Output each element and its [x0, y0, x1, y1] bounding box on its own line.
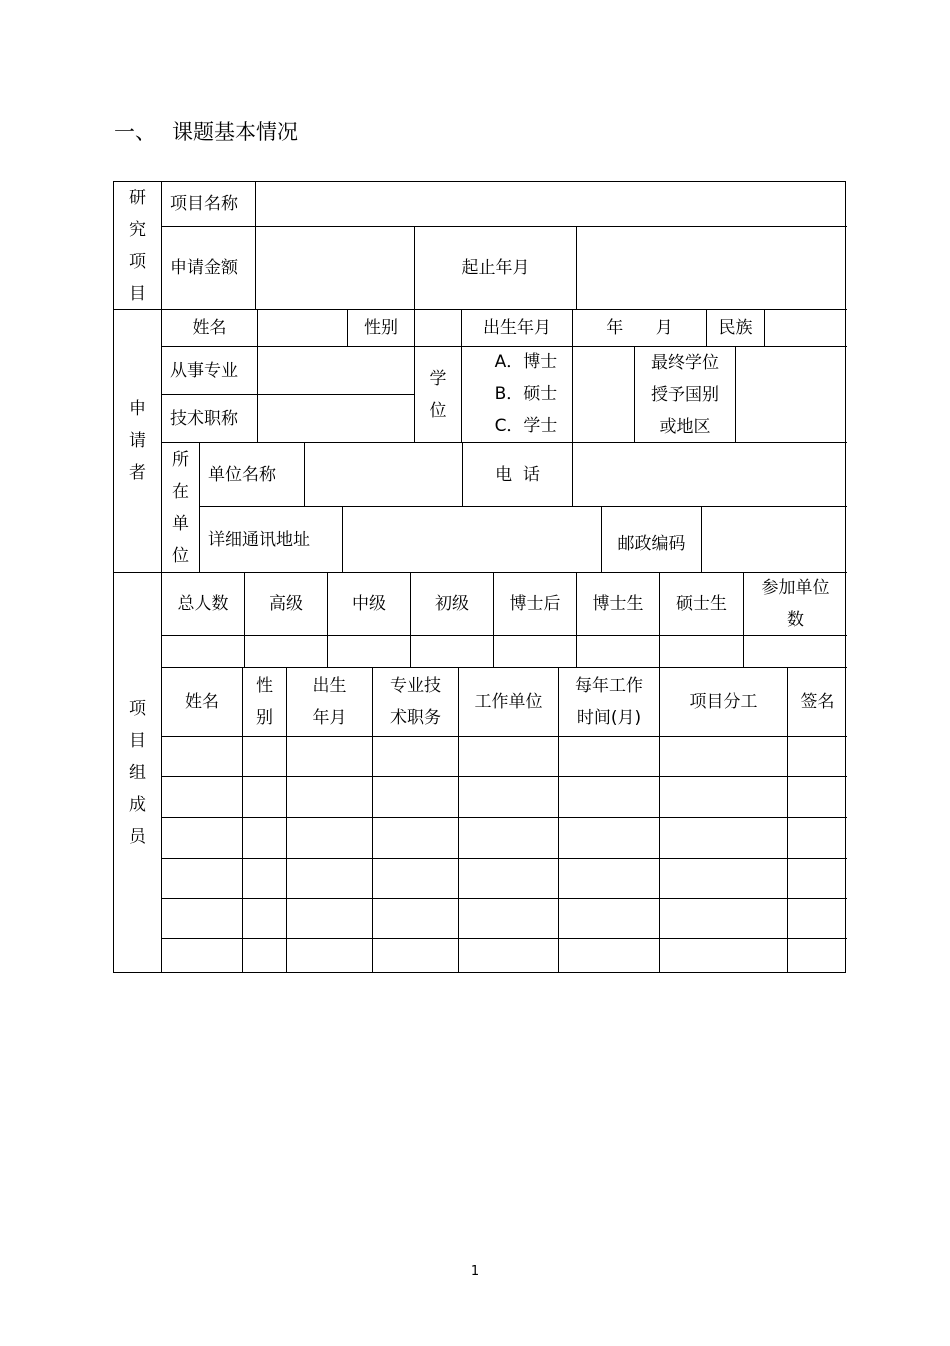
member-row-cell[interactable]	[559, 859, 660, 899]
text-line: 最终学位	[651, 352, 719, 373]
amount-label: 申请金额	[162, 227, 256, 310]
member-row-cell[interactable]	[788, 777, 847, 818]
member-row-cell[interactable]	[559, 899, 660, 939]
member-sign-header: 签名	[788, 668, 847, 737]
member-row-cell[interactable]	[373, 737, 459, 777]
text-line: 或地区	[659, 416, 711, 437]
member-row-cell[interactable]	[459, 859, 559, 899]
text-line: 位	[429, 400, 447, 421]
text-line: 位	[172, 545, 189, 566]
summary-value-field[interactable]	[577, 636, 660, 668]
postcode-field[interactable]	[702, 507, 847, 573]
address-field[interactable]	[343, 507, 602, 573]
tech-title-field[interactable]	[258, 395, 415, 443]
text-line: 目	[129, 731, 146, 751]
member-row-cell[interactable]	[243, 899, 287, 939]
member-row-cell[interactable]	[660, 899, 788, 939]
member-row-cell[interactable]	[373, 899, 459, 939]
project-name-label: 项目名称	[162, 182, 256, 227]
page-heading	[114, 116, 298, 146]
member-row-cell[interactable]	[660, 777, 788, 818]
applicant-section-label	[114, 310, 162, 573]
text-line: 数	[787, 610, 804, 630]
summary-value-field[interactable]	[245, 636, 328, 668]
member-row-cell[interactable]	[287, 777, 373, 818]
text-line: 研	[129, 187, 146, 208]
text-line: 者	[129, 463, 146, 483]
member-task-header: 项目分工	[660, 668, 788, 737]
text-line: 成	[129, 795, 146, 815]
summary-value-field[interactable]	[411, 636, 494, 668]
member-work-unit-header: 工作单位	[459, 668, 559, 737]
basic-info-form	[113, 181, 846, 973]
applicant-name-field[interactable]	[258, 310, 348, 347]
birth-field[interactable]: 年 月	[573, 310, 707, 347]
phone-label: 电 话	[463, 443, 573, 507]
member-row-cell[interactable]	[373, 777, 459, 818]
member-row-cell[interactable]	[559, 737, 660, 777]
text-line: 组	[129, 763, 146, 783]
summary-header: 硕士生	[660, 573, 744, 636]
page-number: 1	[470, 1264, 480, 1279]
text-line: 别	[256, 708, 273, 728]
member-title-header	[373, 668, 459, 737]
summary-value-field[interactable]	[744, 636, 847, 668]
member-row-cell[interactable]	[788, 737, 847, 777]
gender-label: 性别	[348, 310, 415, 347]
member-row-cell[interactable]	[287, 939, 373, 973]
summary-header: 中级	[328, 573, 411, 636]
unit-name-field[interactable]	[305, 443, 463, 507]
text-line: 出生	[312, 676, 347, 696]
summary-header: 初级	[411, 573, 494, 636]
member-row-cell[interactable]	[243, 737, 287, 777]
text-line: 所	[172, 449, 189, 470]
text-line: 项	[129, 699, 146, 719]
member-name-header: 姓名	[162, 668, 243, 737]
members-section-label	[114, 573, 162, 973]
ethnicity-field[interactable]	[765, 310, 847, 347]
degree-options[interactable]	[462, 347, 573, 443]
heading-title: 课题基本情况	[172, 120, 298, 144]
text-line: 员	[129, 827, 146, 847]
address-label: 详细通讯地址	[200, 507, 343, 573]
period-label: 起止年月	[415, 227, 577, 310]
text-line: 授予国别	[651, 384, 719, 405]
summary-header: 总人数	[162, 573, 245, 636]
member-row-cell[interactable]	[243, 939, 287, 973]
member-row-cell[interactable]	[162, 818, 243, 859]
text-line: 术职务	[390, 708, 441, 728]
member-row-cell[interactable]	[287, 859, 373, 899]
text-line: 年月	[312, 708, 347, 728]
text-line: 项	[129, 251, 146, 272]
member-row-cell[interactable]	[373, 818, 459, 859]
member-row-cell[interactable]	[162, 777, 243, 818]
amount-field[interactable]	[256, 227, 415, 310]
ethnicity-label: 民族	[707, 310, 765, 347]
member-row-cell[interactable]	[559, 777, 660, 818]
member-row-cell[interactable]	[459, 737, 559, 777]
member-row-cell[interactable]	[788, 939, 847, 973]
text-line: C．学士	[494, 416, 558, 436]
unit-section-label	[162, 443, 200, 573]
text-line: 学	[429, 368, 447, 389]
text-line: 参加单位	[761, 578, 830, 598]
degree-country-label	[635, 347, 736, 443]
text-line: A．博士	[494, 352, 558, 372]
member-row-cell[interactable]	[660, 939, 788, 973]
text-line: B．硕士	[494, 384, 558, 404]
summary-header: 博士后	[494, 573, 577, 636]
member-row-cell[interactable]	[459, 777, 559, 818]
text-line: 申	[129, 399, 146, 419]
degree-field[interactable]	[573, 347, 635, 443]
research-section-label	[114, 182, 162, 310]
member-row-cell[interactable]	[162, 737, 243, 777]
member-time-header	[559, 668, 660, 737]
member-birth-header	[287, 668, 373, 737]
member-row-cell[interactable]	[788, 859, 847, 899]
unit-name-label: 单位名称	[200, 443, 305, 507]
text-line: 时间(月)	[576, 708, 642, 728]
summary-header: 高级	[245, 573, 328, 636]
period-field[interactable]	[577, 227, 847, 310]
tech-title-label: 技术职称	[162, 395, 258, 443]
major-field[interactable]	[258, 347, 415, 395]
text-line: 性	[256, 676, 273, 696]
text-line: 每年工作	[575, 676, 643, 696]
member-row-cell[interactable]	[660, 737, 788, 777]
member-row-cell[interactable]	[459, 899, 559, 939]
text-line: 单	[172, 513, 189, 534]
member-row-cell[interactable]	[162, 859, 243, 899]
member-row-cell[interactable]	[162, 899, 243, 939]
heading-number: 一、	[114, 120, 156, 144]
member-row-cell[interactable]	[559, 818, 660, 859]
summary-value-field[interactable]	[660, 636, 744, 668]
member-row-cell[interactable]	[660, 818, 788, 859]
degree-label	[415, 347, 462, 443]
member-row-cell[interactable]	[243, 777, 287, 818]
postcode-label: 邮政编码	[602, 507, 702, 573]
degree-country-field[interactable]	[736, 347, 847, 443]
member-row-cell[interactable]	[287, 899, 373, 939]
text-line: 目	[129, 283, 146, 304]
text-line: 请	[129, 431, 146, 451]
text-line: 在	[172, 481, 189, 502]
gender-field[interactable]	[415, 310, 462, 347]
member-row-cell[interactable]	[287, 818, 373, 859]
project-name-field[interactable]	[256, 182, 847, 227]
member-row-cell[interactable]	[559, 939, 660, 973]
units-count-header	[744, 573, 847, 636]
member-row-cell[interactable]	[243, 818, 287, 859]
member-row-cell[interactable]	[660, 859, 788, 899]
member-row-cell[interactable]	[459, 939, 559, 973]
major-label: 从事专业	[162, 347, 258, 395]
member-row-cell[interactable]	[788, 899, 847, 939]
member-row-cell[interactable]	[287, 737, 373, 777]
text-line: 究	[129, 219, 146, 240]
member-row-cell[interactable]	[162, 939, 243, 973]
phone-field[interactable]	[573, 443, 847, 507]
summary-value-field[interactable]	[162, 636, 245, 668]
summary-header: 博士生	[577, 573, 660, 636]
member-row-cell[interactable]	[459, 818, 559, 859]
summary-value-field[interactable]	[328, 636, 411, 668]
member-row-cell[interactable]	[373, 859, 459, 899]
birth-label: 出生年月	[462, 310, 573, 347]
member-row-cell[interactable]	[788, 818, 847, 859]
applicant-name-label: 姓名	[162, 310, 258, 347]
member-row-cell[interactable]	[243, 859, 287, 899]
text-line: 专业技	[390, 676, 441, 696]
summary-value-field[interactable]	[494, 636, 577, 668]
member-row-cell[interactable]	[373, 939, 459, 973]
member-gender-header	[243, 668, 287, 737]
